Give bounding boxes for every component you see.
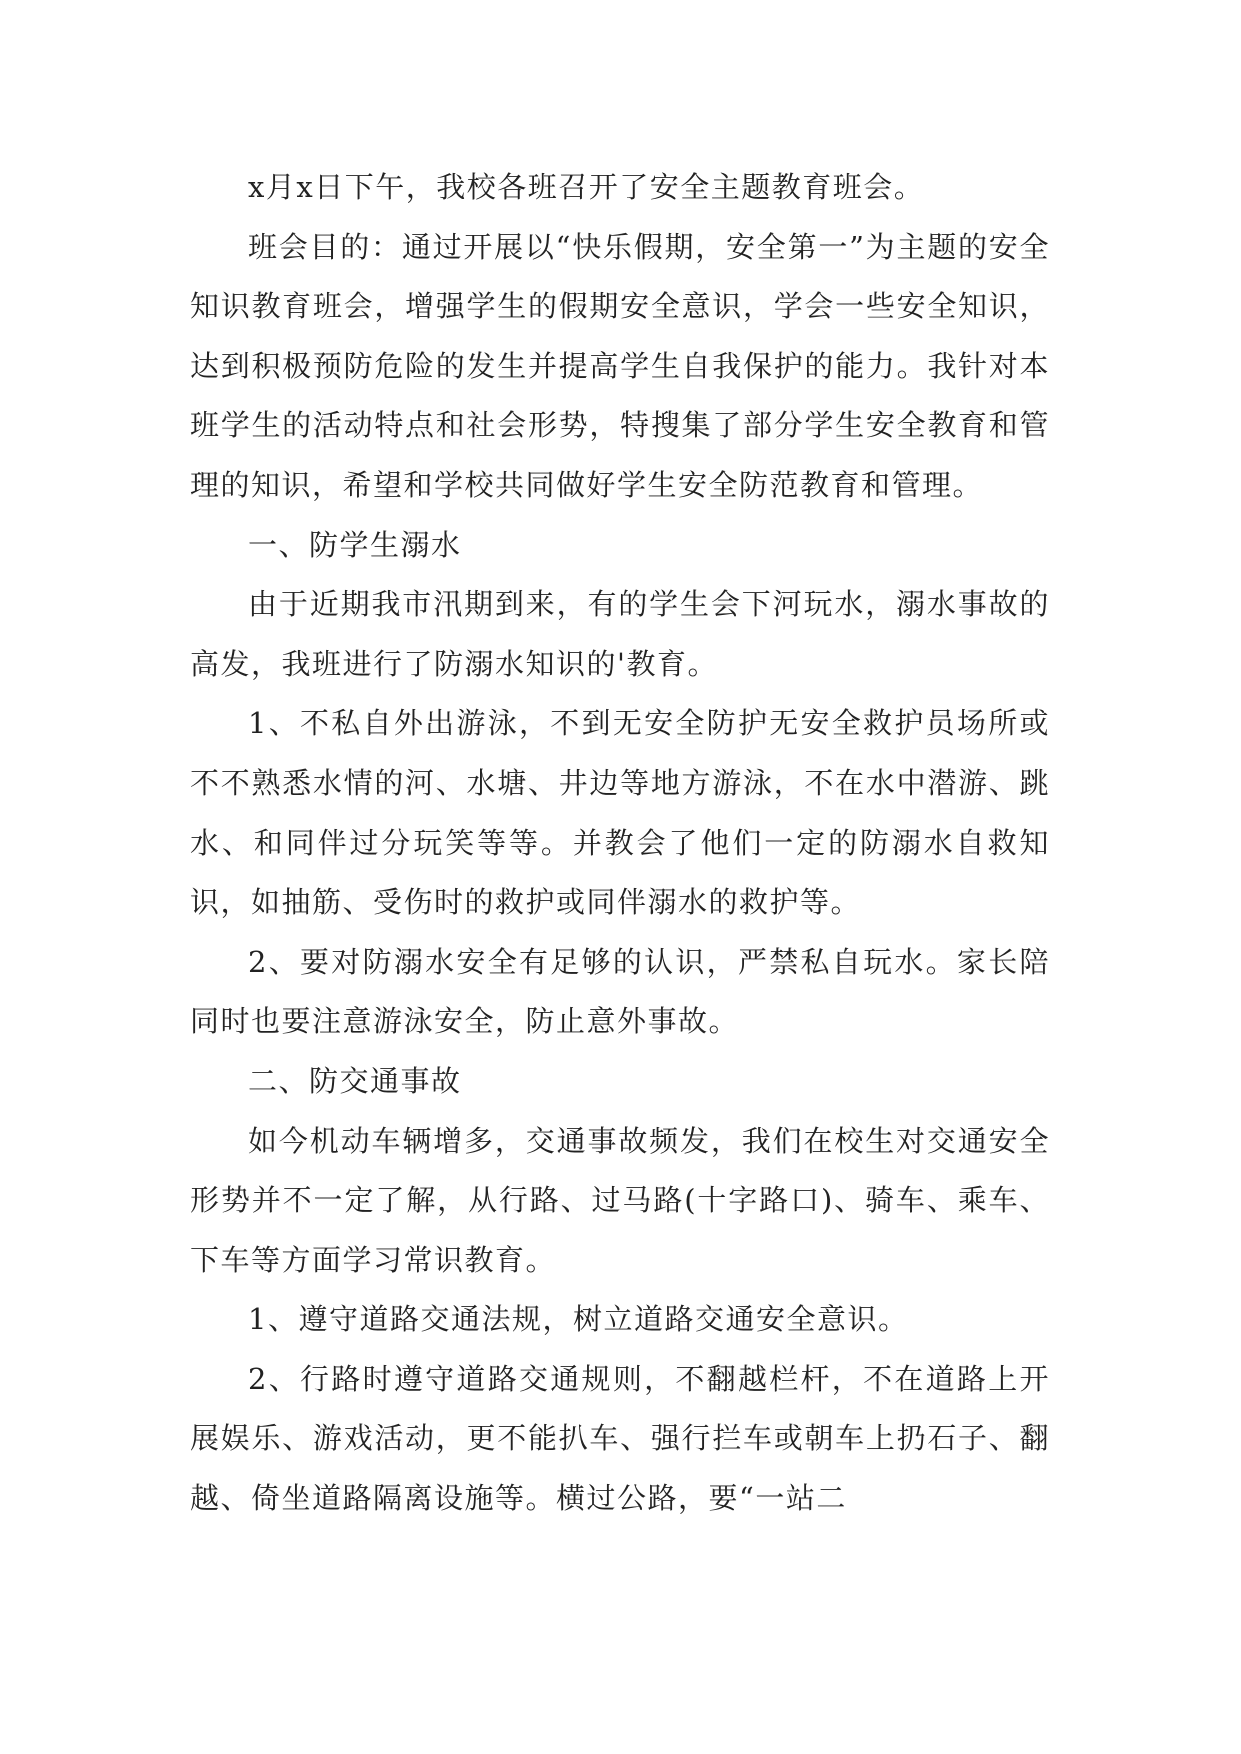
paragraph-traffic-intro: 如今机动车辆增多，交通事故频发，我们在校生对交通安全形势并不一定了解，从行路、过马路(十字路口)、骑车、乘车、下车等方面学习常识教育。 (190, 1123, 1050, 1277)
section-heading-traffic: 二、防交通事故 (248, 1063, 462, 1098)
paragraph-meeting-date: x月x日下午，我校各班召开了安全主题教育班会。 (248, 170, 925, 204)
section-heading-drowning: 一、防学生溺水 (248, 527, 462, 562)
paragraph-traffic-item-1: 1、遵守道路交通法规，树立道路交通安全意识。 (248, 1302, 909, 1337)
paragraph-drowning-intro: 由于近期我市汛期到来，有的学生会下河玩水，溺水事故的高发，我班进行了防溺水知识的'教育。 (190, 587, 1050, 681)
paragraph-traffic-item-2: 2、行路时遵守道路交通规则，不翻越栏杆，不在道路上开展娱乐、游戏活动，更不能扒车、强行拦车或朝车上扔石子、翻越、倚坐道路隔离设施等。横过公路，要“一站二 (190, 1361, 1050, 1516)
document-body (190, 158, 1050, 1529)
paragraph-drowning-item-2: 2、要对防溺水安全有足够的认识，严禁私自玩水。家长陪同时也要注意游泳安全，防止意外事故。 (190, 944, 1050, 1039)
paragraph-drowning-item-1: 1、不私自外出游泳，不到无安全防护无安全救护员场所或不不熟悉水情的河、水塘、井边等地方游泳，不在水中潜游、跳水、和同伴过分玩笑等等。并教会了他们一定的防溺水自救知识，如抽筋、受伤时的救护或同伴溺水的救护等。 (190, 706, 1050, 920)
paragraph-meeting-purpose: 班会目的：通过开展以“快乐假期，安全第一”为主题的安全知识教育班会，增强学生的假期安全意识，学会一些安全知识，达到积极预防危险的发生并提高学生自我保护的能力。我针对本班学生的活动特点和社会形势，特搜集了部分学生安全教育和管理的知识，希望和学校共同做好学生安全防范教育和管理。 (190, 229, 1050, 502)
